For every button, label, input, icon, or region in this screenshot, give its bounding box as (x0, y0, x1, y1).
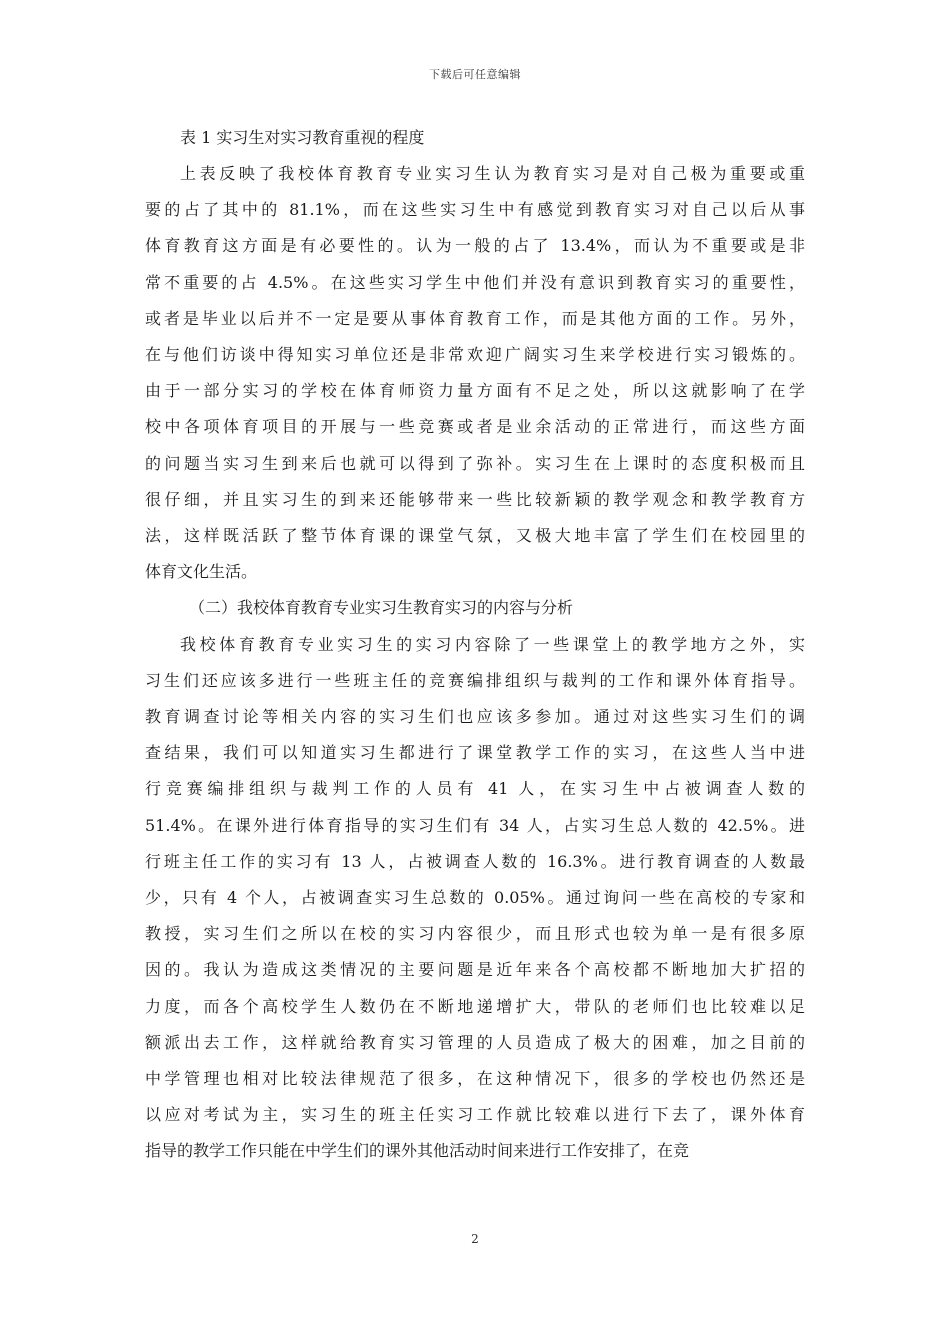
section-heading: （二）我校体育教育专业实习生教育实习的内容与分析 (189, 598, 574, 618)
text-line: 中学管理也相对比较法律规范了很多，在这种情况下，很多的学校也仍然还是 (145, 1069, 805, 1089)
page-number: 2 (471, 1232, 479, 1246)
text-line: 要的占了其中的 81.1%，而在这些实习生中有感觉到教育实习对自己以后从事 (145, 200, 805, 220)
text-line: 常不重要的占 4.5%。在这些实习学生中他们并没有意识到教育实习的重要性， (145, 272, 805, 292)
text-line: 指导的教学工作只能在中学生们的课外其他活动时间来进行工作安排了，在竞 (145, 1141, 690, 1161)
text-line: 额派出去工作，这样就给教育实习管理的人员造成了极大的困难，加之目前的 (145, 1032, 805, 1052)
text-line: 力度，而各个高校学生人数仍在不断地递增扩大，带队的老师们也比较难以足 (145, 996, 805, 1016)
text-line: 的问题当实习生到来后也就可以得到了弥补。实习生在上课时的态度积极而且 (145, 453, 805, 473)
paragraph-internship-content (145, 627, 805, 1170)
text-line: 教授，实习生们之所以在校的实习内容很少，而且形式也较为单一是有很多原 (145, 924, 805, 944)
text-line: 因的。我认为造成这类情况的主要问题是近年来各个高校都不断地加大扩招的 (145, 960, 805, 980)
text-line: 查结果，我们可以知道实习生都进行了课堂教学工作的实习，在这些人当中进 (145, 743, 805, 763)
text-line: 以应对考试为主，实习生的班主任实习工作就比较难以进行下去了，课外体育 (145, 1105, 805, 1125)
table-caption: 表 1 实习生对实习教育重视的程度 (180, 128, 425, 147)
text-line: 教育调查讨论等相关内容的实习生们也应该多参加。通过对这些实习生们的调 (145, 707, 805, 727)
text-line: 51.4%。在课外进行体育指导的实习生们有 34 人，占实习生总人数的 42.5%。进 (145, 815, 805, 835)
text-line: 上表反映了我校体育教育专业实习生认为教育实习是对自己极为重要或重 (180, 164, 805, 183)
text-line: 法，这样既活跃了整节体育课的课堂气氛，又极大地丰富了学生们在校园里的 (145, 526, 805, 546)
text-line: 行班主任工作的实习有 13 人，占被调查人数的 16.3%。进行教育调查的人数最 (145, 851, 805, 871)
paragraph-table-analysis (145, 156, 805, 590)
text-line: 体育教育这方面是有必要性的。认为一般的占了 13.4%，而认为不重要或是非 (145, 236, 805, 256)
document-body (145, 120, 805, 1170)
text-line: 我校体育教育专业实习生的实习内容除了一些课堂上的教学地方之外，实 (180, 634, 805, 654)
download-note: 下载后可任意编辑 (429, 68, 521, 81)
text-line: 在与他们访谈中得知实习单位还是非常欢迎广阔实习生来学校进行实习锻炼的。 (145, 345, 805, 365)
text-line: 由于一部分实习的学校在体育师资力量方面有不足之处，所以这就影响了在学 (145, 381, 805, 401)
text-line: 很仔细，并且实习生的到来还能够带来一些比较新颖的教学观念和教学教育方 (145, 489, 805, 509)
text-line: 习生们还应该多进行一些班主任的竞赛编排组织与裁判的工作和课外体育指导。 (145, 670, 805, 690)
text-line: 校中各项体育项目的开展与一些竞赛或者是业余活动的正常进行，而这些方面 (145, 417, 805, 437)
text-line: 行竞赛编排组织与裁判工作的人员有 41 人，在实习生中占被调查人数的 (145, 779, 805, 799)
text-line: 少，只有 4 个人，占被调查实习生总数的 0.05%。通过询问一些在高校的专家和 (145, 888, 805, 908)
text-line: 或者是毕业以后并不一定是要从事体育教育工作，而是其他方面的工作。另外， (145, 308, 805, 328)
text-line: 体育文化生活。 (145, 562, 258, 582)
